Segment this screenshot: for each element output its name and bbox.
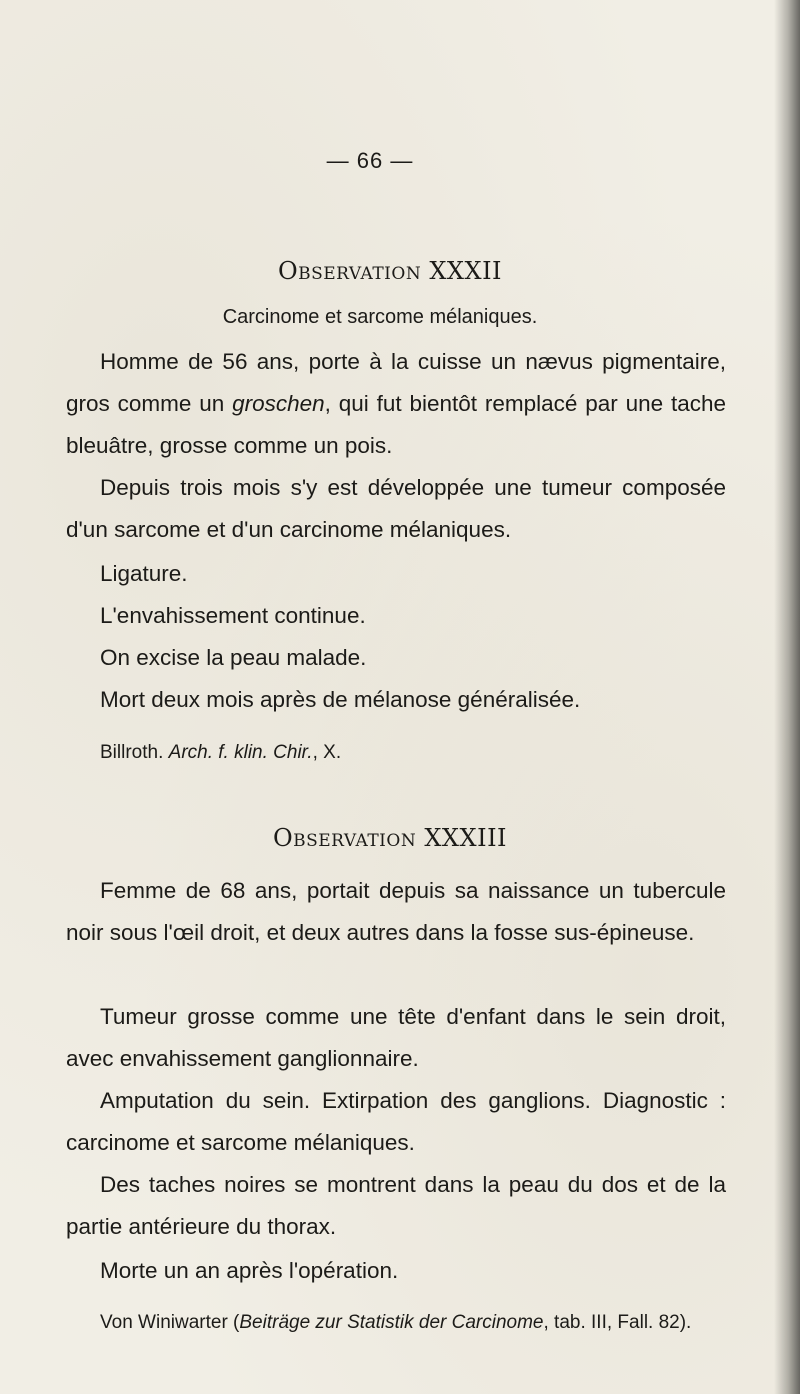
observation-33-footnote: Von Winiwarter (Beiträge zur Statistik der Carcinome, tab. III, Fall. 82). [100, 1312, 692, 1333]
observation-33-paragraph-1: Femme de 68 ans, portait depuis sa naissance un tubercule noir sous l'œil droit, et deux autres dans la fosse sus-épineuse. [66, 878, 726, 945]
observation-33-title: Observation XXXIII [272, 824, 508, 852]
page-number: — 66 — [326, 148, 414, 173]
observation-33-paragraph-2: Tumeur grosse comme une tête d'enfant dans le sein droit, avec envahissement ganglionnaire. [66, 1004, 726, 1071]
footnote-title: Beiträge zur Statistik der Carcinome [239, 1312, 544, 1333]
observation-32-envahissement: L'envahissement continue. [100, 603, 366, 628]
observation-33-morte: Morte un an après l'opération. [100, 1258, 399, 1283]
observation-33-paragraph-3: Amputation du sein. Extirpation des ganglions. Diagnostic : carcinome et sarcome mélaniques. [66, 1088, 726, 1155]
observation-32-mort: Mort deux mois après de mélanose généralisée. [100, 687, 581, 712]
observation-33-paragraph-4: Des taches noires se montrent dans la peau du dos et de la partie antérieure du thorax. [66, 1172, 726, 1239]
observation-32-ligature: Ligature. [100, 561, 188, 586]
observation-32-excise: On excise la peau malade. [100, 645, 367, 670]
observation-32-paragraph-1: Homme de 56 ans, porte à la cuisse un nævus pigmentaire, gros comme un groschen, qui fut bientôt remplacé par une tache bleuâtre, grosse comme un pois. [66, 349, 726, 458]
reference-author: Billroth. [100, 742, 164, 763]
observation-32-reference [100, 742, 341, 764]
observation-32-paragraph-2: Depuis trois mois s'y est développée une tumeur composée d'un sarcome et d'un carcinome mélaniques. [66, 475, 726, 542]
reference-volume: , X. [312, 742, 342, 763]
groschen-term: groschen [232, 391, 325, 416]
observation-32-subtitle: Carcinome et sarcome mélaniques. [222, 306, 538, 328]
reference-journal: Arch. f. klin. Chir. [168, 742, 313, 763]
page-edge-shadow [774, 0, 800, 1394]
observation-32-title: Observation XXXII [277, 257, 503, 285]
